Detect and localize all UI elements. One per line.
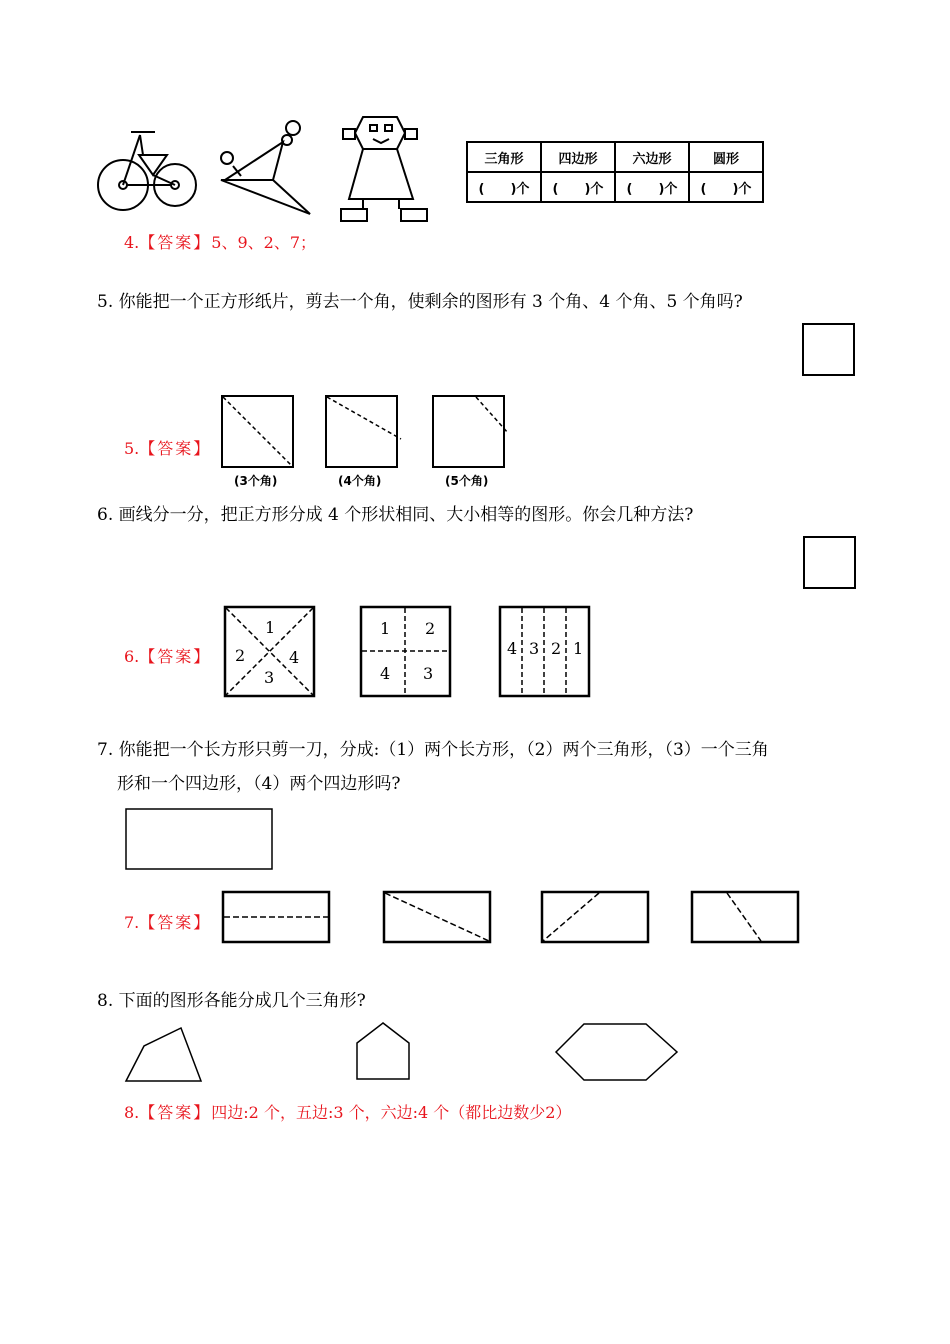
region-label: 3 — [264, 668, 275, 687]
region-label: 1 — [573, 639, 584, 658]
robot-picture — [333, 113, 433, 223]
q8-quadrilateral — [124, 1024, 206, 1084]
region-label: 4 — [289, 648, 300, 667]
q6-square-diagonals — [224, 606, 316, 698]
q6-question: 6. 画线分一分，把正方形分成 4 个形状相同、大小相等的图形。你会几种方法? — [97, 505, 694, 525]
q6-blank-square — [803, 536, 857, 590]
answer-text: 5、9、2、7； — [211, 233, 317, 252]
q7-rect-two-triangles — [383, 891, 493, 945]
answer-number: 7. — [124, 913, 140, 932]
q7-question-line2: 形和一个四边形，（4）两个四边形吗? — [117, 774, 401, 794]
q6-cross-drawing — [360, 606, 452, 698]
q7-question-line1: 7. 你能把一个长方形只剪一刀，分成:（1）两个长方形，（2）两个三角形，（3）一个三角 — [97, 740, 769, 760]
caption-4-angles: (4个角) — [338, 474, 382, 488]
table-blank-cell: ( )个 — [689, 172, 763, 202]
answer-label: 【答案】 — [139, 1103, 212, 1122]
answer-number: 5. — [124, 439, 140, 458]
q7-blank-rectangle — [125, 808, 275, 872]
q5-square-4-angles — [325, 395, 400, 470]
q8-pentagon — [355, 1021, 415, 1081]
caption-3-angles: (3个角) — [234, 474, 278, 488]
q7-answer — [124, 910, 211, 933]
answer-label: 【答案】 — [139, 233, 212, 252]
region-label: 4 — [507, 639, 518, 658]
region-label: 2 — [551, 639, 562, 658]
answer-text: 四边:2 个，五边:3 个，六边:4 个（都比边数少2） — [211, 1103, 572, 1122]
region-label: 4 — [380, 664, 391, 683]
answer-number: 8. — [124, 1103, 140, 1122]
q7-rect-triangle-quadrilateral — [541, 891, 651, 945]
answer-label: 【答案】 — [139, 913, 212, 932]
shape-count-table — [466, 141, 764, 203]
table-header: 圆形 — [689, 142, 763, 172]
table-blank-cell: ( )个 — [541, 172, 615, 202]
region-label: 3 — [423, 664, 434, 683]
answer-number: 6. — [124, 647, 140, 666]
q7-rect-two-quadrilaterals — [691, 891, 801, 945]
q5-blank-square — [802, 323, 856, 377]
q5-answer — [124, 436, 211, 459]
q8-question: 8. 下面的图形各能分成几个三角形? — [97, 991, 366, 1011]
q6-answer — [124, 644, 211, 667]
answer-number: 4. — [124, 233, 140, 252]
table-blank-cell: ( )个 — [615, 172, 689, 202]
region-label: 1 — [380, 619, 391, 638]
table-header: 三角形 — [467, 142, 541, 172]
answer-label: 【答案】 — [139, 439, 212, 458]
q7-rect-two-rectangles — [222, 891, 332, 945]
region-label: 2 — [425, 619, 436, 638]
q5-square-5-angles — [432, 395, 507, 470]
table-blank-cell: ( )个 — [467, 172, 541, 202]
region-label: 1 — [265, 618, 276, 637]
q6-square-strips — [499, 606, 591, 698]
region-label: 2 — [235, 646, 246, 665]
q8-hexagon — [554, 1022, 680, 1084]
table-header: 六边形 — [615, 142, 689, 172]
q6-square-cross — [360, 606, 452, 698]
q8-answer — [124, 1100, 571, 1123]
q4-answer — [124, 230, 316, 253]
bicycle-picture — [95, 125, 205, 215]
q5-square-3-angles — [221, 395, 296, 470]
caption-5-angles: (5个角) — [445, 474, 489, 488]
q5-question: 5. 你能把一个正方形纸片，剪去一个角，使剩余的图形有 3 个角、4 个角、5 个角吗? — [97, 292, 743, 312]
table-header: 四边形 — [541, 142, 615, 172]
answer-label: 【答案】 — [139, 647, 212, 666]
rower-picture — [215, 118, 325, 218]
region-label: 3 — [529, 639, 540, 658]
